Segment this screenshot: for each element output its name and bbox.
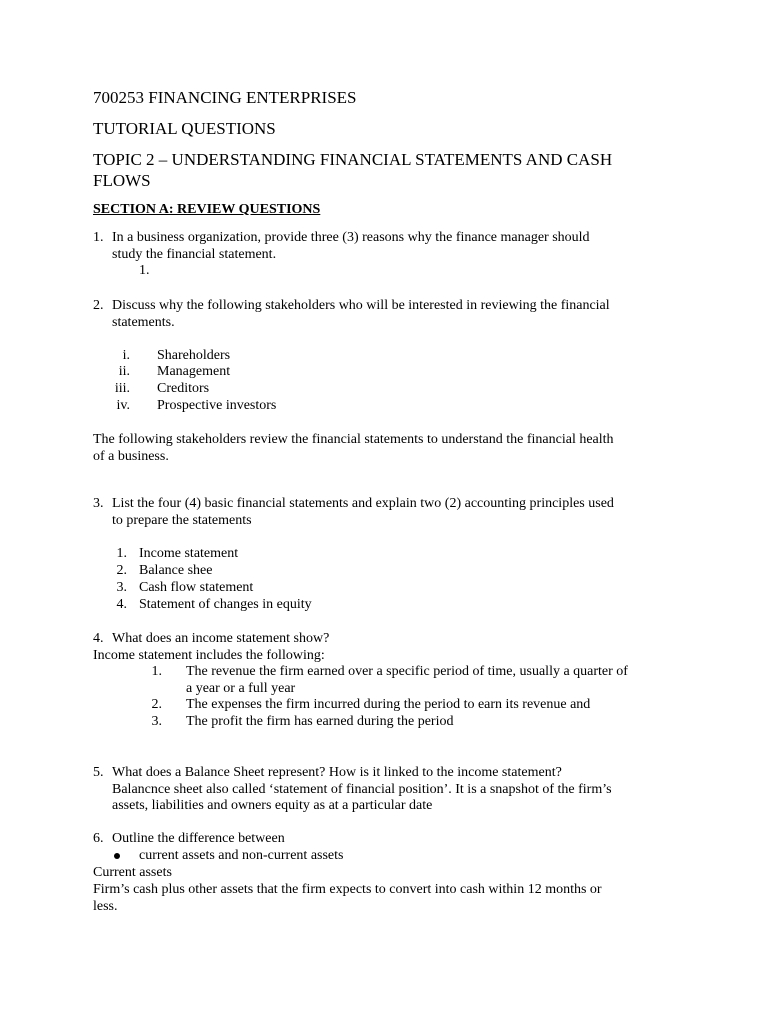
q3-item-text: Cash flow statement: [139, 580, 254, 595]
q4-item-number: 2.: [151, 697, 162, 712]
q3-item-text: Statement of changes in equity: [139, 597, 312, 612]
doc-type-title: TUTORIAL QUESTIONS: [93, 119, 276, 138]
q3-item-number: 3.: [116, 580, 127, 595]
q3-item-text: Income statement: [139, 546, 239, 561]
q1-number: 1.: [93, 230, 104, 245]
q6-bullet-text: current assets and non-current assets: [139, 848, 344, 863]
q2-item-number: iv.: [116, 398, 130, 413]
course-title: 700253 FINANCING ENTERPRISES: [93, 88, 357, 107]
q3-item-number: 1.: [116, 546, 127, 561]
q6-question: Outline the difference between: [112, 831, 285, 846]
q5-question: What does a Balance Sheet represent? How is it linked to the income statement?: [112, 765, 562, 780]
q6-number: 6.: [93, 831, 104, 846]
q3-item-number: 4.: [116, 597, 127, 612]
q3-number: 3.: [93, 496, 104, 511]
q4-item-text: The expenses the firm incurred during the period to earn its revenue and: [186, 697, 591, 712]
bullet-icon: [114, 853, 120, 859]
q2-answer-line1: The following stakeholders review the financial statements to understand the financial health: [93, 432, 614, 447]
q3-text-line1: List the four (4) basic financial statements and explain two (2) accounting principles used: [112, 496, 614, 511]
q3-text-line2: to prepare the statements: [112, 513, 252, 528]
q2-item-number: iii.: [114, 381, 130, 396]
q4-intro: Income statement includes the following:: [93, 648, 325, 663]
q3-item-text: Balance shee: [139, 563, 213, 578]
q2-answer-line2: of a business.: [93, 449, 169, 464]
q1-sub-number: 1.: [139, 263, 150, 278]
q4-question: What does an income statement show?: [112, 631, 330, 646]
q2-item-number: i.: [122, 348, 130, 363]
q6-sub-heading: Current assets: [93, 865, 172, 880]
q5-answer-line1: Balancnce sheet also called ‘statement of financial position’. It is a snapshot of the firm’s: [112, 782, 612, 797]
q6-definition-line1: Firm’s cash plus other assets that the firm expects to convert into cash within 12 months or: [93, 882, 602, 897]
q2-item-text: Creditors: [157, 381, 210, 396]
q3-item-number: 2.: [116, 563, 127, 578]
q4-item-text-cont: a year or a full year: [186, 681, 296, 696]
q5-answer-line2: assets, liabilities and owners equity as at a particular date: [112, 798, 433, 813]
q2-item-text: Shareholders: [157, 348, 231, 363]
topic-title-line1: TOPIC 2 – UNDERSTANDING FINANCIAL STATEMENTS AND CASH: [93, 150, 613, 169]
q5-number: 5.: [93, 765, 104, 780]
q1-text-line2: study the financial statement.: [112, 247, 277, 262]
topic-title-line2: FLOWS: [93, 171, 151, 190]
q4-item-text: The revenue the firm earned over a specific period of time, usually a quarter of: [186, 664, 628, 679]
q2-text-line2: statements.: [112, 315, 175, 330]
q1-text-line1: In a business organization, provide three (3) reasons why the finance manager should: [112, 230, 590, 245]
q6-definition-line2: less.: [93, 899, 118, 914]
q2-item-text: Management: [157, 364, 231, 379]
q2-item-text: Prospective investors: [157, 398, 277, 413]
section-heading: SECTION A: REVIEW QUESTIONS: [93, 202, 321, 217]
q4-item-text: The profit the firm has earned during the period: [186, 714, 454, 729]
q2-item-number: ii.: [118, 364, 130, 379]
q4-number: 4.: [93, 631, 104, 646]
q4-item-number: 1.: [151, 664, 162, 679]
q2-number: 2.: [93, 298, 104, 313]
q4-item-number: 3.: [151, 714, 162, 729]
q2-text-line1: Discuss why the following stakeholders who will be interested in reviewing the financial: [112, 298, 610, 313]
